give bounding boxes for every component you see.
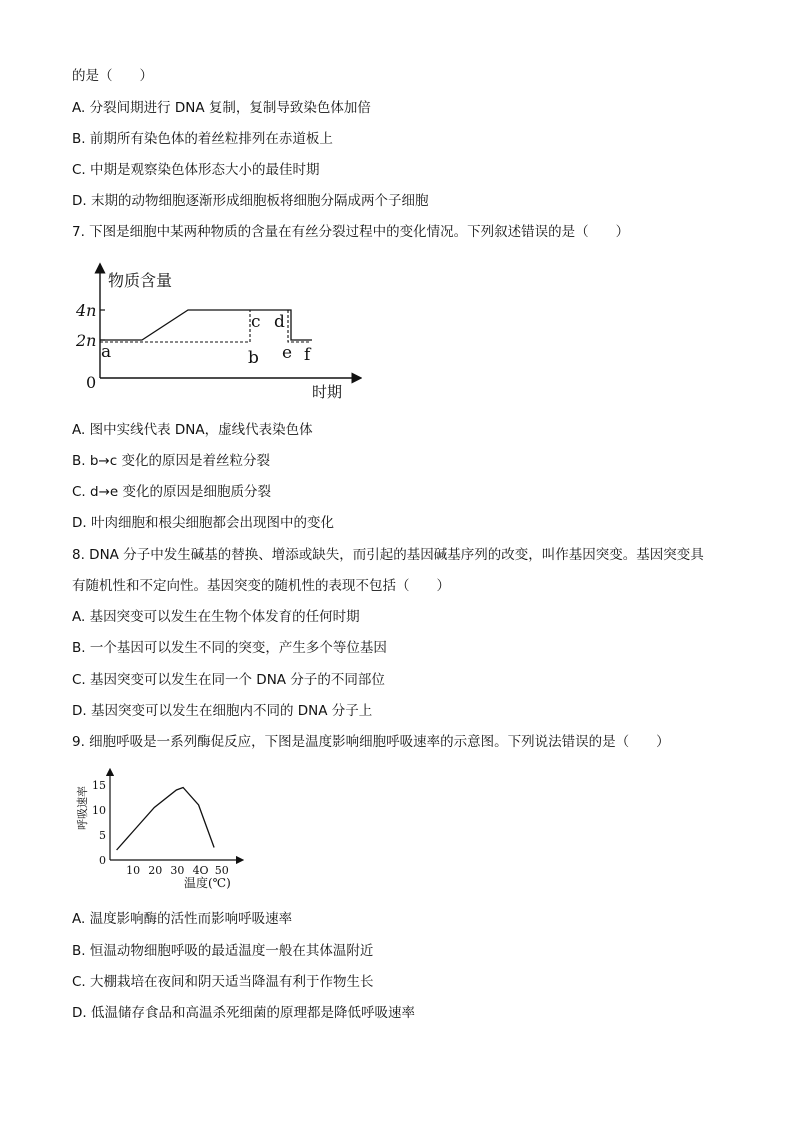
option-prev-c: C. 中期是观察染色体形态大小的最佳时期 <box>72 162 320 178</box>
q9-x-tick-label: 20 <box>148 864 163 877</box>
q9-x-tick-label: 10 <box>126 864 141 877</box>
question-9-option-b: B. 恒温动物细胞呼吸的最适温度一般在其体温附近 <box>72 943 374 959</box>
question-8-option-c: C. 基因突变可以发生在同一个 DNA 分子的不同部位 <box>72 672 385 688</box>
question-7-option-b: B. b→c 变化的原因是着丝粒分裂 <box>72 453 270 469</box>
question-9-stem: 9. 细胞呼吸是一系列酶促反应，下图是温度影响细胞呼吸速率的示意图。下列说法错误的是（ ） <box>72 734 670 750</box>
question-9-option-c: C. 大棚栽培在夜间和阴天适当降温有利于作物生长 <box>72 974 374 990</box>
question-8-option-d: D. 基因突变可以发生在细胞内不同的 DNA 分子上 <box>72 703 373 719</box>
q7-xlabel: 时期 <box>312 383 343 401</box>
q9-y-tick-label: 5 <box>99 829 106 842</box>
q7-point-a: a <box>101 342 112 362</box>
question-8-option-b: B. 一个基因可以发生不同的突变，产生多个等位基因 <box>72 640 387 656</box>
figure-q9-respiration-chart <box>72 768 252 892</box>
q7-origin: 0 <box>86 373 97 392</box>
question-9-option-a: A. 温度影响酶的活性而影响呼吸速率 <box>72 911 293 927</box>
q9-x-tick-label: 4O <box>192 864 209 877</box>
question-9-option-d: D. 低温储存食品和高温杀死细菌的原理都是降低呼吸速率 <box>72 1005 415 1021</box>
question-7-stem: 7. 下图是细胞中某两种物质的含量在有丝分裂过程中的变化情况。下列叙述错误的是（ ） <box>72 224 630 240</box>
question-7-option-d: D. 叶肉细胞和根尖细胞都会出现图中的变化 <box>72 515 334 531</box>
q7-point-b: b <box>248 348 259 368</box>
question-8-stem-line1: 8. DNA 分子中发生碱基的替换、增添或缺失，而引起的基因碱基序列的改变，叫作基因突变。基因突变具 <box>72 547 704 563</box>
q7-point-d: d <box>274 312 285 332</box>
q9-series-line <box>117 788 215 851</box>
question-8-stem-line2: 有随机性和不定向性。基因突变的随机性的表现不包括（ ） <box>72 578 450 594</box>
option-prev-d: D. 末期的动物细胞逐渐形成细胞板将细胞分隔成两个子细胞 <box>72 193 429 209</box>
q9-x-tick-label: 50 <box>214 864 229 877</box>
question-7-option-c: C. d→e 变化的原因是细胞质分裂 <box>72 484 271 500</box>
question-7-option-a: A. 图中实线代表 DNA，虚线代表染色体 <box>72 422 313 438</box>
question-8-option-a: A. 基因突变可以发生在生物个体发育的任何时期 <box>72 609 360 625</box>
q9-y-tick-label: 10 <box>92 804 106 817</box>
option-prev-stem: 的是（ ） <box>72 68 153 84</box>
q9-x-tick-label: 30 <box>170 864 185 877</box>
q9-ylabel: 呼吸速率 <box>76 786 89 830</box>
q7-point-c: c <box>251 312 261 332</box>
q9-xlabel: 温度(℃) <box>184 876 231 890</box>
option-prev-a: A. 分裂间期进行 DNA 复制，复制导致染色体加倍 <box>72 100 371 116</box>
option-prev-b: B. 前期所有染色体的着丝粒排列在赤道板上 <box>72 131 333 147</box>
q7-label-2n: 2n <box>76 331 97 350</box>
q7-point-e: e <box>282 343 293 363</box>
q9-y-tick-label: 15 <box>92 779 106 792</box>
q7-ylabel: 物质含量 <box>108 271 173 290</box>
q7-label-4n: 4n <box>76 301 97 320</box>
q7-point-f: f <box>304 345 311 365</box>
figure-q7-content-graph <box>72 262 362 402</box>
q9-y-tick-label: 0 <box>99 854 106 867</box>
